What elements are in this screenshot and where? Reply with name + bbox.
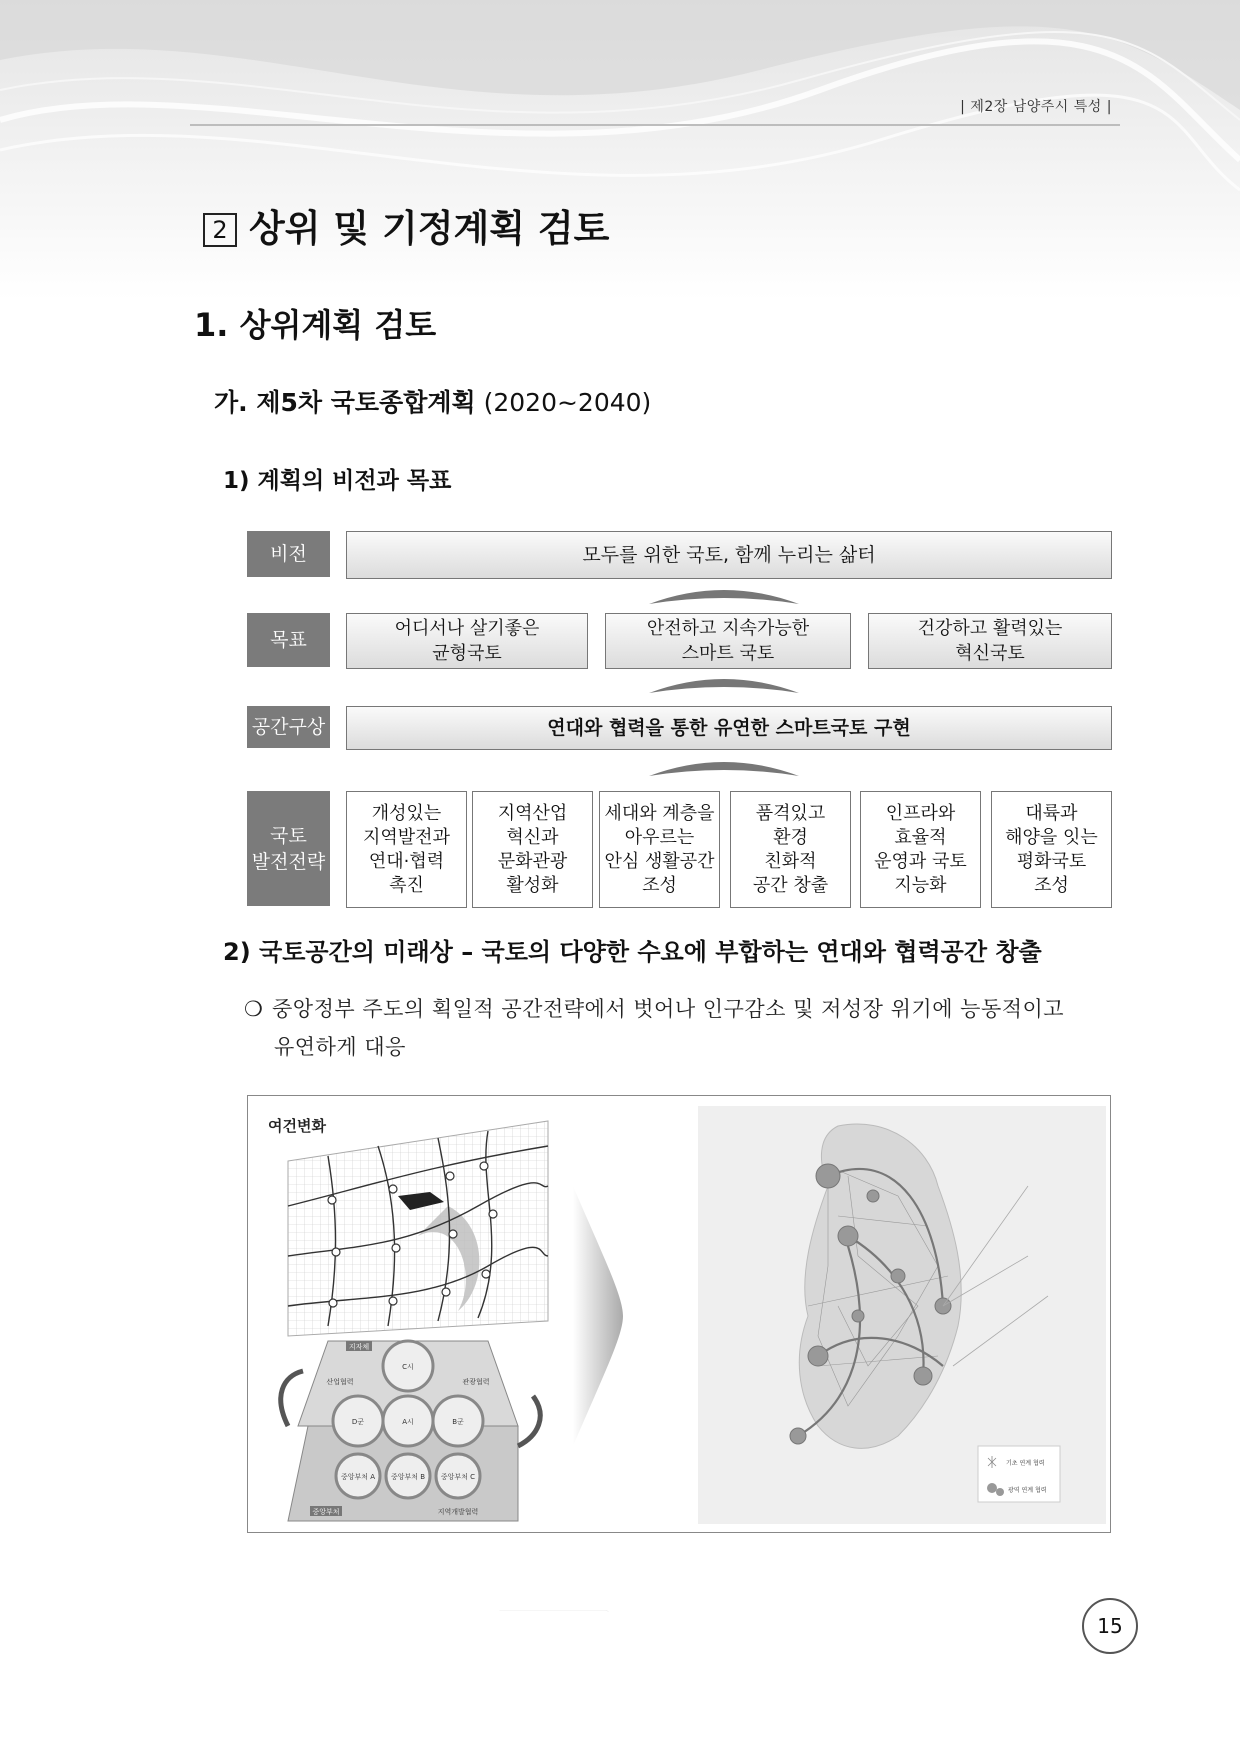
header-wave-decoration xyxy=(0,0,1240,300)
regional-coop-label: 지역개발협력 xyxy=(437,1508,479,1516)
label-strategy-line1: 국토 xyxy=(270,824,307,847)
condition-change-title: 여건변화 xyxy=(268,1117,326,1135)
ministry-b-label: 중앙부처 B xyxy=(390,1473,426,1481)
strategy-1-l3: 연대·협력 xyxy=(368,850,445,872)
heading-2-years: (2020~2040) xyxy=(483,388,652,417)
label-vision: 비전 xyxy=(247,531,330,577)
legend-basic-coop: 기초 연계 협력 xyxy=(1006,1460,1045,1467)
strategy-4-l4: 공간 창출 xyxy=(752,874,829,896)
goal-1-line1: 어디서나 살기좋은 xyxy=(394,618,540,639)
strategy-5-l3: 운영과 국토 xyxy=(874,850,967,872)
strategy-2-l1: 지역산업 xyxy=(497,802,568,824)
heading-1: 1. 상위계획 검토 xyxy=(194,306,437,344)
label-strategy-line2: 발전전략 xyxy=(251,850,326,873)
strategy-2-l3: 문화관광 xyxy=(497,850,568,872)
strategy-box-5 xyxy=(860,791,981,908)
strategy-box-3 xyxy=(599,791,720,908)
future-vision-figure xyxy=(247,1095,1111,1533)
strategy-3-l2: 아우르는 xyxy=(624,826,695,848)
goal-2-line1: 안전하고 지속가능한 xyxy=(646,618,810,639)
strategy-4-l1: 품격있고 xyxy=(755,802,826,824)
goal-3-line2: 혁신국토 xyxy=(955,643,1025,664)
header-rule xyxy=(190,124,1120,126)
strategy-5-l1: 인프라와 xyxy=(885,802,956,824)
bullet-marker: ❍ xyxy=(244,997,264,1021)
c-city-label: C시 xyxy=(402,1363,414,1371)
strategy-3-l4: 조성 xyxy=(642,874,677,896)
section-number: 2 xyxy=(203,213,237,247)
tourism-coop-label: 관광협력 xyxy=(462,1378,490,1386)
up-arrow-2 xyxy=(649,669,799,697)
up-arrow-1 xyxy=(649,580,799,608)
goal-box-3 xyxy=(868,613,1112,669)
b-county-label: B군 xyxy=(452,1418,464,1426)
strategy-3-l1: 세대와 계층을 xyxy=(604,802,715,824)
footer-rule xyxy=(0,1610,1110,1612)
ministry-a-label: 중앙부처 A xyxy=(340,1473,376,1481)
strategy-box-2 xyxy=(472,791,593,908)
goal-box-2 xyxy=(605,613,851,669)
goal-box-1 xyxy=(346,613,588,669)
label-spatial: 공간구상 xyxy=(247,706,330,748)
strategy-4-l3: 친화적 xyxy=(764,850,817,872)
d-county-label: D군 xyxy=(351,1418,365,1426)
strategy-6-l2: 해양을 잇는 xyxy=(1005,826,1098,848)
transition-arrow xyxy=(573,1186,623,1446)
goal-3-line1: 건강하고 활력있는 xyxy=(917,618,1063,639)
a-city-label: A시 xyxy=(402,1418,414,1426)
strategy-box-1 xyxy=(346,791,467,908)
legend-wide-coop: 광역 연계 협력 xyxy=(1008,1487,1047,1494)
bullet-paragraph xyxy=(244,990,1124,1066)
label-strategy xyxy=(247,791,330,906)
vision-box: 모두를 위한 국토, 함께 누리는 삶터 xyxy=(346,531,1112,579)
page-number: 15 xyxy=(1082,1598,1138,1654)
goal-2-line2: 스마트 국토 xyxy=(681,643,775,664)
strategy-2-l4: 활성화 xyxy=(506,874,559,896)
strategy-6-l3: 평화국토 xyxy=(1016,850,1087,872)
strategy-4-l2: 환경 xyxy=(773,826,808,848)
central-gov-tag: 중앙부처 xyxy=(312,1508,340,1516)
heading-2 xyxy=(214,383,651,419)
section-title-text: 상위 및 기정계획 검토 xyxy=(249,207,610,250)
strategy-box-6 xyxy=(991,791,1112,908)
section-title xyxy=(203,198,609,252)
label-goals: 목표 xyxy=(247,613,330,667)
korea-network-map xyxy=(698,1106,1106,1524)
strategy-1-l1: 개성있는 xyxy=(371,802,442,824)
heading-3-vision: 1) 계획의 비전과 목표 xyxy=(223,468,452,494)
strategy-5-l2: 효율적 xyxy=(894,826,947,848)
ministry-c-label: 중앙부처 C xyxy=(440,1473,476,1481)
bullet-line-1: 중앙정부 주도의 획일적 공간전략에서 벗어나 인구감소 및 저성장 위기에 능동적이고 xyxy=(272,997,1065,1021)
chapter-header: | 제2장 남양주시 특성 | xyxy=(960,99,1112,115)
strategy-box-4 xyxy=(730,791,851,908)
local-gov-tag: 지자체 xyxy=(348,1343,370,1351)
industry-coop-label: 산업협력 xyxy=(326,1378,354,1386)
bullet-line-2: 유연하게 대응 xyxy=(274,1035,406,1059)
strategy-6-l4: 조성 xyxy=(1034,874,1069,896)
strategy-2-l2: 혁신과 xyxy=(506,826,559,848)
strategy-3-l3: 안심 생활공간 xyxy=(604,850,715,872)
up-arrow-3 xyxy=(649,752,799,780)
strategy-1-l2: 지역발전과 xyxy=(363,826,450,848)
heading-2-prefix: 가. 제5차 국토종합계획 xyxy=(214,388,476,417)
strategy-5-l4: 지능화 xyxy=(894,874,947,896)
heading-3-future: 2) 국토공간의 미래상 – 국토의 다양한 수요에 부합하는 연대와 협력공간 창출 xyxy=(223,938,1042,966)
goal-1-line2: 균형국토 xyxy=(432,643,502,664)
strategy-6-l1: 대륙과 xyxy=(1025,802,1078,824)
strategy-1-l4: 촉진 xyxy=(389,874,424,896)
spatial-box: 연대와 협력을 통한 유연한 스마트국토 구현 xyxy=(346,706,1112,750)
